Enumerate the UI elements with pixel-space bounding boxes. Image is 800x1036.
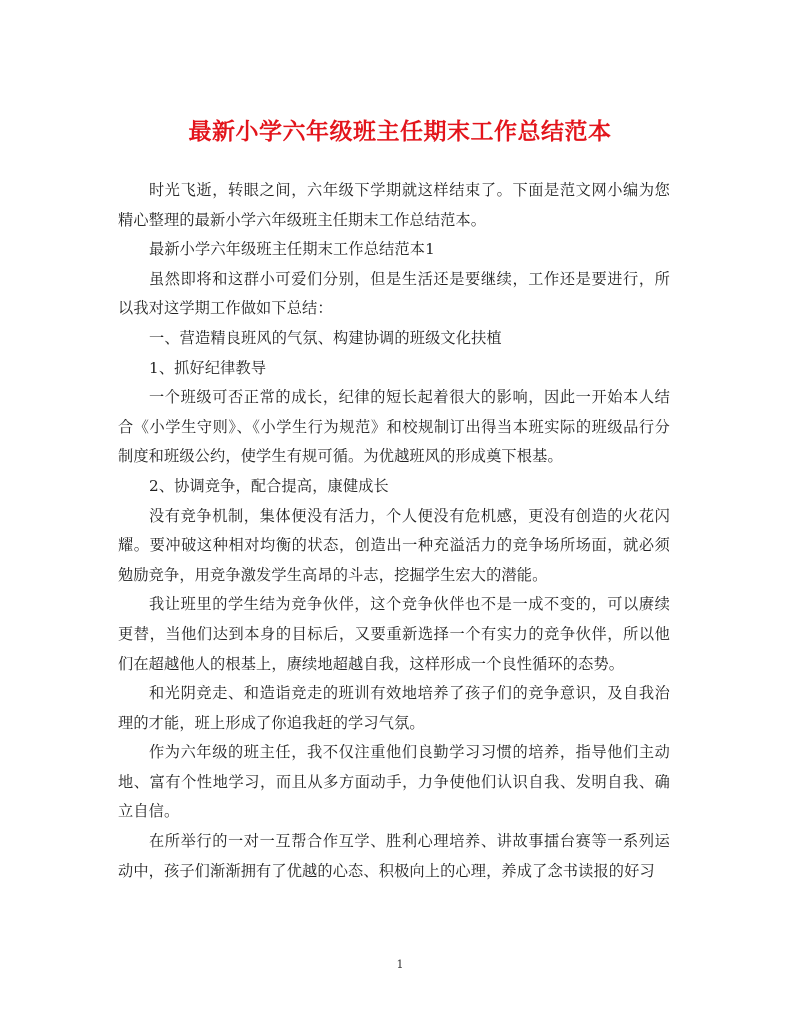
section-subtitle: 最新小学六年级班主任期末工作总结范本1: [149, 240, 435, 259]
body-paragraph: 我让班里的学生结为竞争伙伴，这个竞争伙伴也不是一成不变的，可以赓续更替，当他们达到本身的目标后，又要重新选择一个有实力的竞争伙伴，所以他们在超越他人的根基上，赓续地超越自我，这样形成一个良性循环的态势。: [118, 595, 670, 673]
document-body: [118, 176, 670, 886]
subsection-heading: 1、抓好纪律教导: [149, 358, 267, 377]
body-paragraph: 和光阴竞走、和造诣竞走的班训有效地培养了孩子们的竞争意识，及自我治理的才能，班上形成了你追我赶的学习气氛。: [118, 684, 670, 732]
body-paragraph: 没有竞争机制，集体便没有活力，个人便没有危机感，更没有创造的火花闪耀。要冲破这种相对均衡的状态，创造出一种充溢活力的竞争场所场面，就必须勉励竞争，用竞争激发学生高昂的斗志，挖掘学生宏大的潜能。: [118, 506, 670, 584]
page-number: 1: [396, 958, 404, 971]
subsection-heading: 2、协调竞争，配合提高，康健成长: [149, 476, 389, 495]
section-heading: 一、营造精良班风的气氛、构建协调的班级文化扶植: [149, 328, 502, 347]
body-paragraph: 一个班级可否正常的成长，纪律的短长起着很大的影响，因此一开始本人结合《小学生守则》、《小学生行为规范》和校规制订出得当本班实际的班级品行分制度和班级公约，使学生有规可循。为优越班风的形成奠下根基。: [118, 388, 670, 466]
body-paragraph: 在所举行的一对一互帮合作互学、胜利心理培养、讲故事擂台赛等一系列运动中，孩子们渐渐拥有了优越的心态、积极向上的心理，养成了念书读报的好习: [118, 832, 670, 880]
intro-paragraph: 时光飞逝，转眼之间，六年级下学期就这样结束了。下面是范文网小编为您精心整理的最新小学六年级班主任期末工作总结范本。: [118, 181, 670, 229]
document-title: 最新小学六年级班主任期末工作总结范本: [188, 118, 612, 145]
body-paragraph: 作为六年级的班主任，我不仅注重他们良勤学习习惯的培养，指导他们主动地、富有个性地学习，而且从多方面动手，力争使他们认识自我、发明自我、确立自信。: [118, 743, 670, 821]
body-paragraph: 虽然即将和这群小可爱们分别，但是生活还是要继续，工作还是要进行，所以我对这学期工作做如下总结：: [118, 269, 670, 318]
